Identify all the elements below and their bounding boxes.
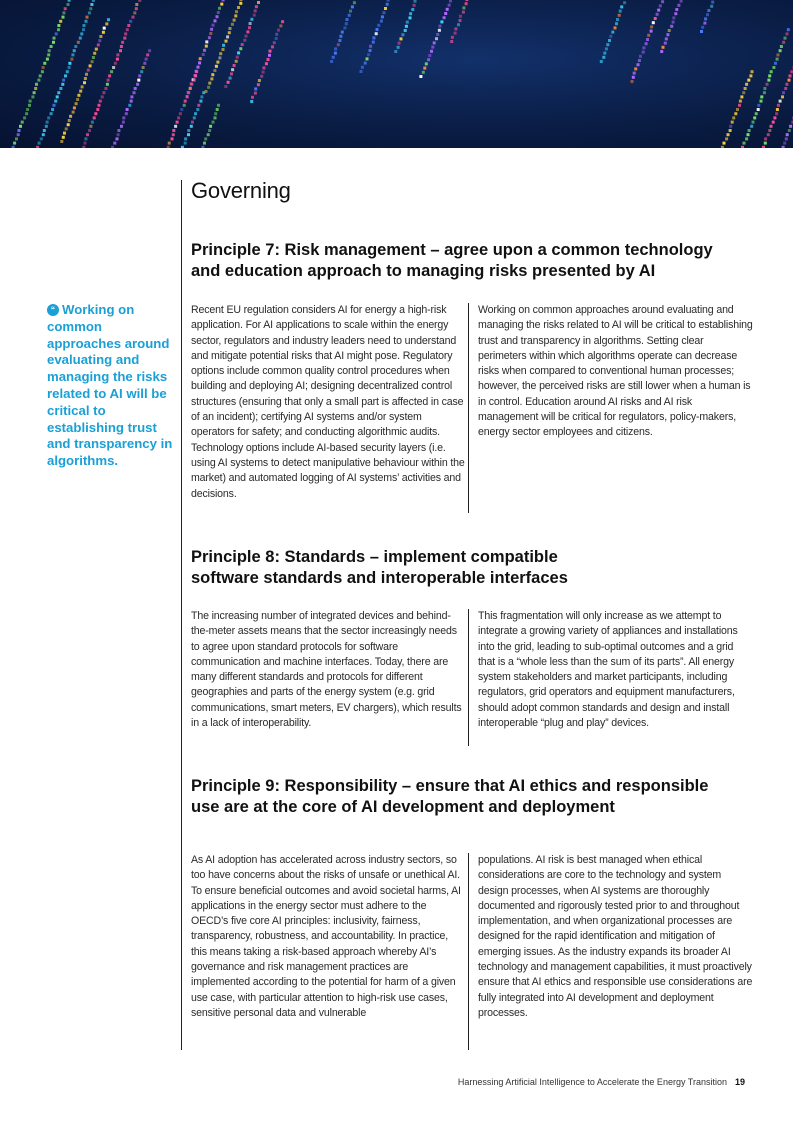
principle-8-title-line2: software standards and interoperable interfaces (191, 569, 568, 587)
footer-report-title: Harnessing Artificial Intelligence to Accelerate the Energy Transition (457, 1077, 727, 1087)
principle-8-column-divider (468, 609, 469, 746)
principle-9-left-text: As AI adoption has accelerated across industry sectors, so too have concerns about the risks of unsafe or unethical AI. To ensure beneficial outcomes and avoid societal harms, AI applications in the energy sector must adhere to the OECD’s five core AI principles: inclusivity, fairness, transparency, robustness, and accountability. In practice, this means taking a risk-based approach whereby AI’s governance and risk management practices are implemented according to the potential for harm of a given use case, with particular attention to high-risk use cases, sensitive personal data and vulnerable (191, 854, 461, 1019)
pull-quote (47, 302, 175, 470)
page-title: Governing (191, 178, 291, 203)
principle-9-column-divider (468, 853, 469, 1050)
footer-page-number: 19 (734, 1077, 745, 1087)
principle-9-title-line2: use are at the core of AI development and deployment (191, 798, 615, 816)
page-footer (458, 1077, 745, 1087)
content-rule (181, 180, 182, 1050)
principle-7-title-line2: and education approach to managing risks presented by AI (191, 262, 656, 280)
principle-8-left-column (191, 609, 466, 731)
principle-9-title (191, 776, 751, 818)
principle-8-right-column (478, 609, 753, 731)
pull-quote-text: Working on common approaches around evaluating and managing the risks related to AI will be critical to establishing trust and transparency in algorithms. (47, 302, 173, 469)
principle-7-right-text: Working on common approaches around evaluating and managing the risks related to AI will be critical to establishing trust and transparency in algorithms. Setting clear perimeters within which algorithms operate can decrease risks when compared to conventional human processes; however, the perceived risks are still lower when a human is in control. Education around AI risks and AI risk management will be critical for regulators, policy-makers, energy sector employees and citizens. (478, 304, 753, 439)
principle-7-column-divider (468, 303, 469, 513)
principle-9-left-column (191, 853, 466, 1021)
principle-8-title (191, 547, 751, 589)
principle-7-title-line1: Principle 7: Risk management – agree upon a common technology (191, 241, 713, 259)
principle-8-title-line1: Principle 8: Standards – implement compatible (191, 548, 558, 566)
quote-icon: “ (47, 304, 59, 316)
principle-7-left-text: Recent EU regulation considers AI for energy a high-risk application. For AI applications to scale within the energy sector, regulators and industry leaders need to understand and mitigate potential risks that AI might pose. Regulatory options include common quality control procedures when building and deploying AI; designing decentralized control structures (ensuring that only a small part is affected in case of an incident); certifying AI systems and/or system operators for safety; and conducting algorithmic audits. Technology options include AI-based security layers (i.e. using AI systems to detect manipulative behaviour within the market) and automated logging of AI systems’ activities and decisions. (191, 304, 465, 500)
principle-9-right-text: populations. AI risk is best managed when ethical considerations are core to the technology and system design processes, when AI systems are thoroughly documented and rigorously tested prior to and throughout implementation, and when organizational processes are designed for the rapid identification and mitigation of emerging issues. As the industry expands its broader AI technology and management capabilities, it must proactively ensure that AI ethics and responsible use considerations are fully integrated into AI development and deployment processes. (478, 854, 753, 1019)
principle-7-left-column (191, 303, 466, 502)
principle-8-left-text: The increasing number of integrated devices and behind-the-meter assets means that the sector increasingly needs to agree upon standard protocols for software communication and machine interfaces. Today, there are many different standards and protocols for different geographies and parts of the energy system (e.g. grid communications, smart meters, EV chargers), which results in a lack of interoperability. (191, 610, 462, 730)
principle-8-right-text: This fragmentation will only increase as we attempt to integrate a growing variety of appliances and installations into the grid, leading to sub-optimal outcomes and a grid that is a “whole less than the sum of its parts”. All energy system stakeholders and market participants, including regulators, grid operators and equipment manufacturers, should adopt common standards and design and install interoperable “plug and play” devices. (478, 610, 738, 730)
principle-7-right-column (478, 303, 753, 441)
principle-7-title (191, 240, 751, 282)
light-streaks (10, 0, 793, 148)
header-image (0, 0, 793, 148)
principle-9-right-column (478, 853, 753, 1021)
principle-9-title-line1: Principle 9: Responsibility – ensure that AI ethics and responsible (191, 777, 709, 795)
header-image-graphic (0, 0, 793, 148)
